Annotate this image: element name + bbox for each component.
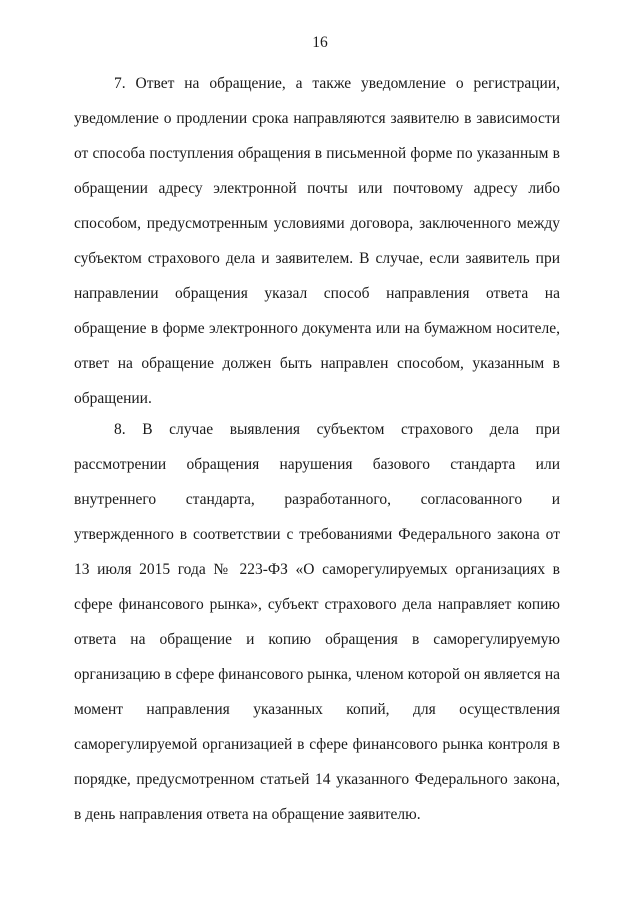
paragraph-7: 7. Ответ на обращение, а также уведомление о регистрации, уведомление о продлении срока направляются заявителю в зависимости от способа поступления обращения в письменной форме по указанным в обращении адресу электронной почты или почтовому адресу либо способом, предусмотренным условиями договора, заключенного между субъектом страхового дела и заявителем. В случае, если заявитель при направлении обращения указал способ направления ответа на обращение в форме электронного документа или на бумажном носителе, ответ на обращение должен быть направлен способом, указанным в обращении. xyxy=(74,75,560,407)
page-number: 16 xyxy=(312,34,328,51)
paragraph-8: 8. В случае выявления субъектом страхового дела при рассмотрении обращения нарушения базового стандарта или внутреннего стандарта, разработанного, согласованного и утвержденного в соответствии с требованиями Федерального закона от 13 июля 2015 года № 223-ФЗ «О саморегулируемых организациях в сфере финансового рынка», субъект страхового дела направляет копию ответа на обращение и копию обращения в саморегулируемую организацию в сфере финансового рынка, членом которой он является на момент направления указанных копий, для осуществления саморегулируемой организацией в сфере финансового рынка контроля в порядке, предусмотренном статьей 14 указанного Федерального закона, в день направления ответа на обращение заявителю. xyxy=(74,421,560,823)
